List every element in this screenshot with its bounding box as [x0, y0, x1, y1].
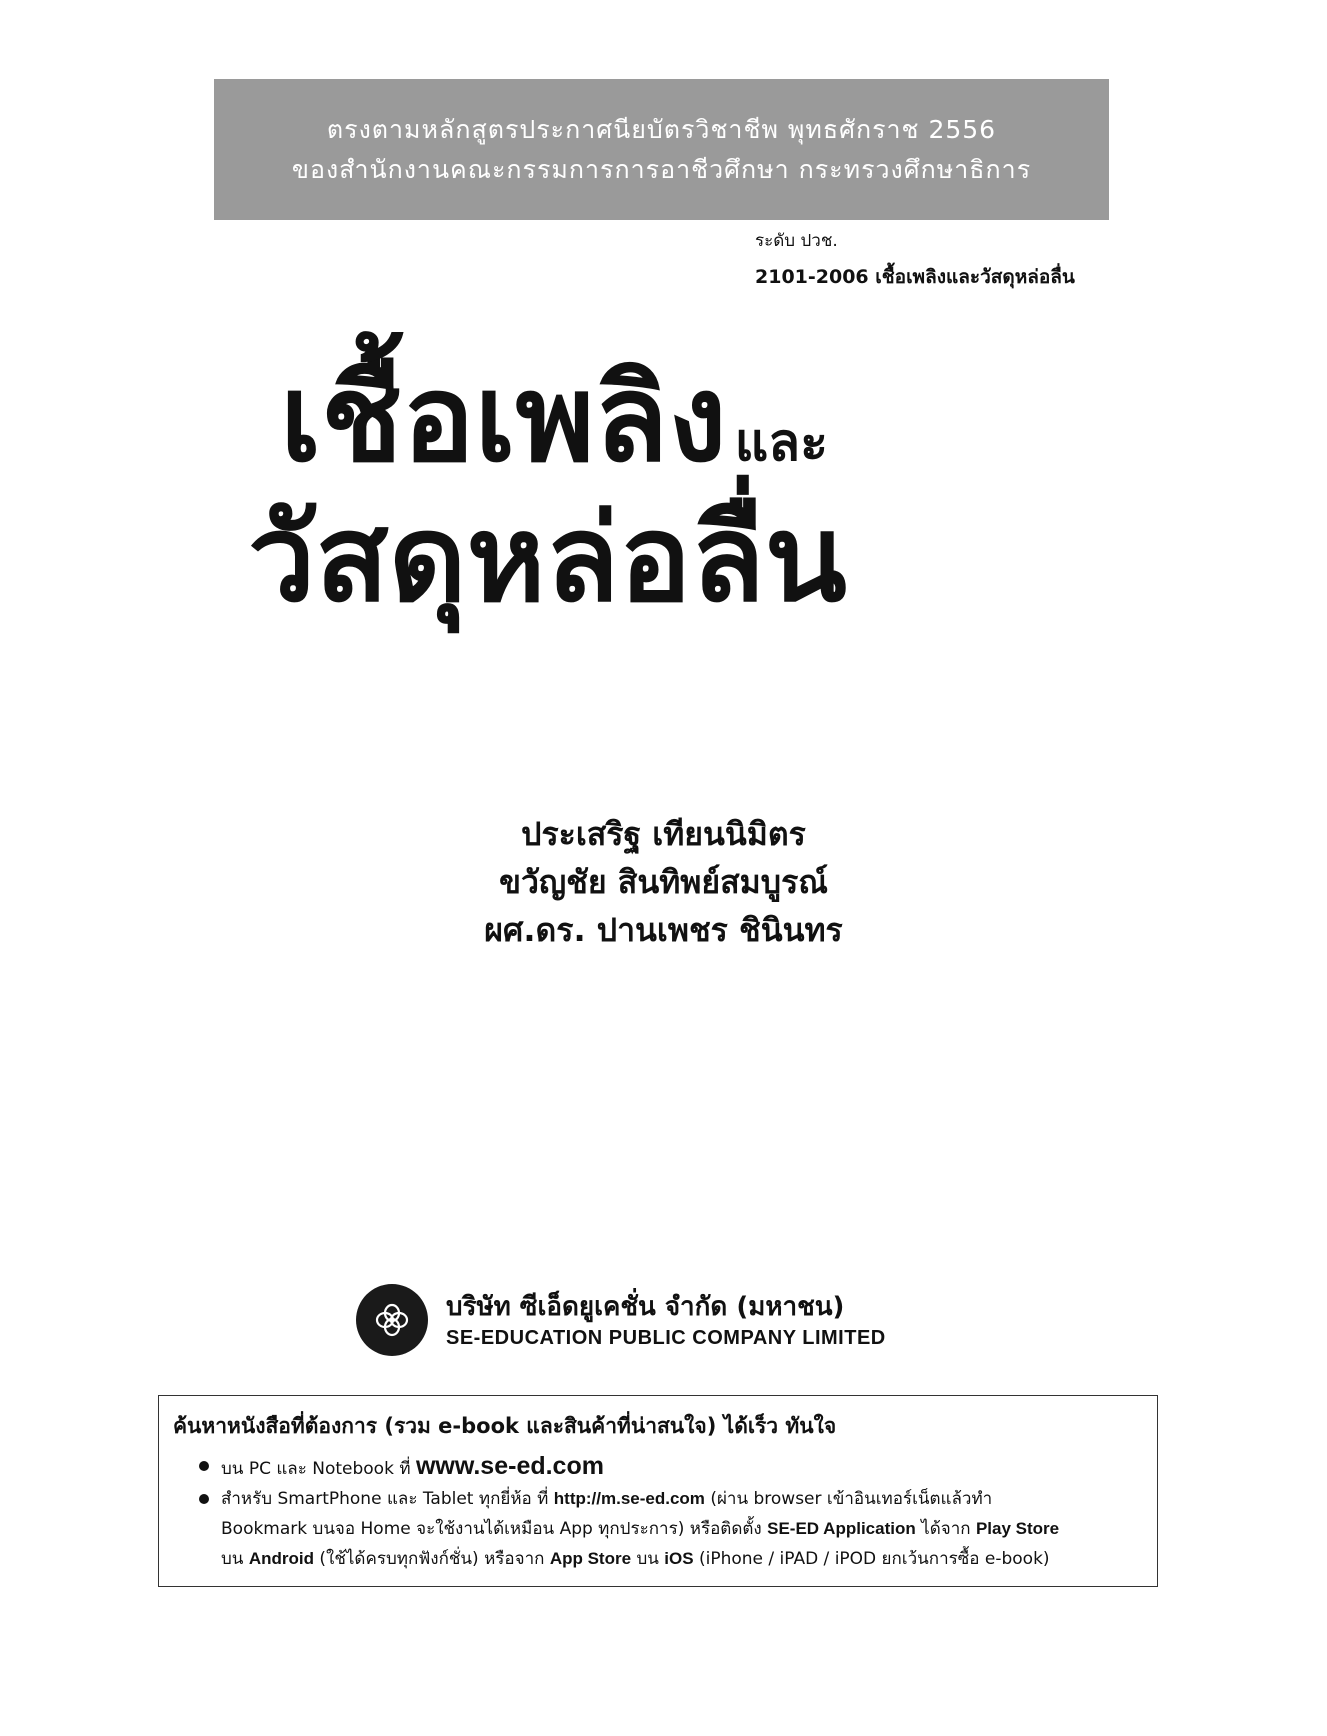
- info-heading: ค้นหาหนังสือที่ต้องการ (รวม e-book และสินค้าที่น่าสนใจ) ได้เร็ว ทันใจ: [173, 1414, 837, 1438]
- android-label: Android: [248, 1549, 314, 1568]
- list-item: บน PC และ Notebook ที่ www.se-ed.com: [199, 1451, 1143, 1484]
- list-item: สำหรับ SmartPhone และ Tablet ทุกยี่ห้อ ที่ http://m.se-ed.com (ผ่าน browser เข้าอินเทอร์เน็ตแล้วทำ Bookmark บนจอ Home จะใช้งานได้เหมือน App ทุกประการ) หรือติดตั้ง SE-ED Application ได้จาก Play Store บน Android (ใช้ได้ครบทุกฟังก์ชั่น) หรือจาก App Store บน iOS (iPhone / iPAD / iPOD ยกเว้นการซื้อ e-book): [199, 1484, 1143, 1574]
- author-name: ผศ.ดร. ปานเพชร ชินินทร: [484, 911, 843, 949]
- author-name: ขวัญชัย สินทิพย์สมบูรณ์: [499, 863, 828, 901]
- ios-label: iOS: [664, 1549, 694, 1568]
- banner-line-2: ของสำนักงานคณะกรรมการการอาชีวศึกษา กระทรวงศึกษาธิการ: [291, 154, 1032, 184]
- title-word-fuel: เชื้อเพลิง: [280, 350, 727, 489]
- publisher-name-thai: บริษัท ซีเอ็ดยูเคชั่น จำกัด (มหาชน): [446, 1292, 845, 1322]
- mobile-website-link[interactable]: http://m.se-ed.com: [553, 1489, 705, 1508]
- book-title-line-1: [280, 350, 829, 508]
- book-title-line-2: วัสดุหล่อลื่น: [248, 490, 847, 629]
- title-connector: และ: [734, 413, 829, 473]
- online-store-info-box: [158, 1395, 1158, 1587]
- play-store-label: Play Store: [975, 1519, 1060, 1538]
- app-store-label: App Store: [549, 1549, 632, 1568]
- bullet-icon: [199, 1494, 209, 1504]
- author-list: [0, 810, 1327, 954]
- website-link[interactable]: www.se-ed.com: [415, 1452, 604, 1480]
- publisher-block: [356, 1284, 886, 1356]
- author-name: ประเสริฐ เทียนนิมิตร: [521, 815, 806, 853]
- course-code-title: 2101-2006 เชื้อเพลิงและวัสดุหล่อลื่น: [755, 266, 1075, 288]
- banner-line-1: ตรงตามหลักสูตรประกาศนียบัตรวิชาชีพ พุทธศักราช 2556: [326, 114, 997, 144]
- se-ed-logo-icon: [356, 1284, 428, 1356]
- publisher-name-english: SE-EDUCATION PUBLIC COMPANY LIMITED: [446, 1327, 886, 1349]
- curriculum-banner: [214, 79, 1109, 220]
- education-level: ระดับ ปวช.: [755, 231, 838, 251]
- app-name: SE-ED Application: [767, 1519, 916, 1538]
- bullet-icon: [199, 1461, 209, 1471]
